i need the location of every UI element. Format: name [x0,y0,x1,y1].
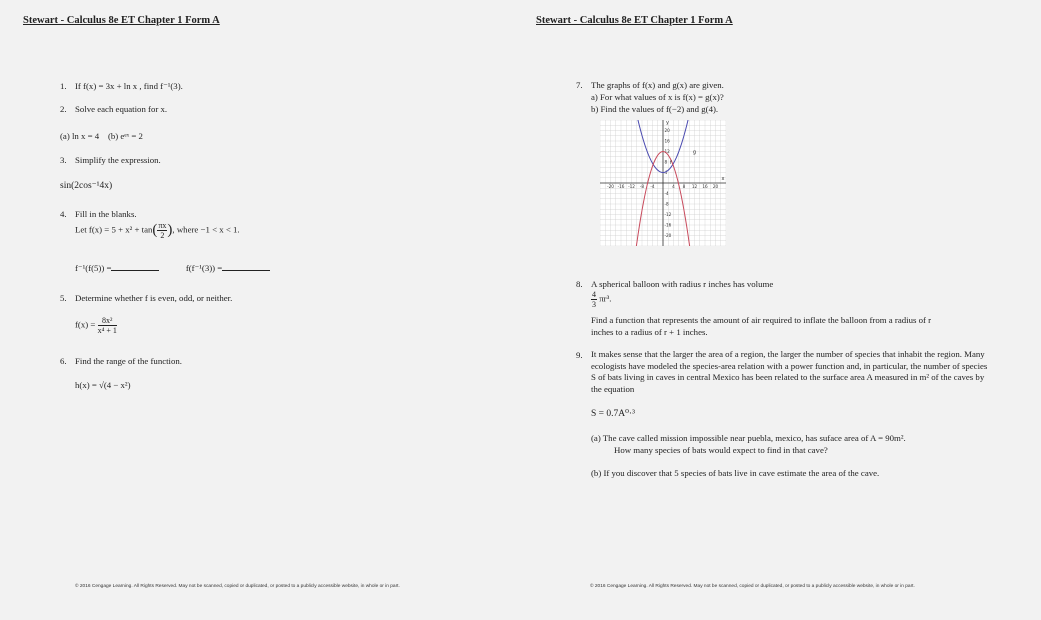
g-label: g [692,149,697,156]
x-tick-label: 12 [691,184,698,189]
f-label: f [669,160,672,166]
question-9 [576,349,591,361]
question-7 [576,79,724,91]
q4-where: , where −1 < x < 1. [172,224,240,235]
q5-fraction [98,316,117,335]
question-text: Fill in the blanks. [75,209,137,219]
x-tick-label: -4 [650,184,655,189]
y-tick-label: 12 [664,149,670,154]
question-text: If f(x) = 3x + ln x , find f⁻¹(3). [75,81,183,91]
question-3 [60,154,161,166]
question-4 [60,208,137,220]
question-text: The graphs of f(x) and g(x) are given. [591,80,724,90]
question-5 [60,292,232,304]
q2-parts [60,131,143,141]
q8-line-4: inches to a radius of r + 1 inches. [591,327,708,337]
question-number: 4. [60,209,67,219]
x-tick-label: -16 [617,184,625,189]
right-page [526,0,1026,620]
question-number: 9. [576,350,583,360]
x-tick-label: 8 [682,184,686,189]
q8-line-3: Find a function that represents the amount of air required to inflate the balloon from a radius of r [591,315,932,325]
q9-paragraph: It makes sense that the larger the area of a region, the larger the number of species that inhabit the region. Many ecologists have modeled the species-area relation with a power function and, in particular, the number of species S of bats living in caves in central Mexico has been related to the surface area A measured in m² of the caves by the equation [591,349,988,394]
answer-blank[interactable] [222,262,270,271]
page-header: Stewart - Calculus 8e ET Chapter 1 Form A [536,15,733,26]
q9-part-a: (a) The cave called mission impossible near puebla, mexico, has suface area of A = 90m². [591,433,906,443]
page-footer: © 2016 Cengage Learning. All Rights Reserved. May not be scanned, copied or duplicated, or posted to a publicly accessible website, in whole or in part. [590,584,915,589]
fraction-numerator: 8x² [98,316,117,326]
blank-2-label: f(f⁻¹(3)) = [185,263,223,273]
page-header: Stewart - Calculus 8e ET Chapter 1 Form A [23,15,220,26]
x-axis-label: x [721,176,725,182]
y-tick-label: 4 [664,170,668,175]
y-tick-label: 8 [664,159,668,165]
q2-part-b: (b) eᵉˣ = 2 [107,131,143,141]
question-text: Solve each equation for x. [75,104,168,114]
q9-equation: S = 0.7A⁰·³ [591,409,635,419]
question-text: A spherical balloon with radius r inches has volume [591,279,774,289]
x-tick-label: 20 [712,184,719,189]
blank-1-label: f⁻¹(f(5)) = [75,263,112,273]
q4-fraction [157,221,167,240]
q4-definition: Let f(x) = 5 + x² + tan( $\frac{\pi x}{2}$ ), where −1 < x < 1. [75,221,240,240]
q3-expression: sin(2cos⁻¹4x) [60,181,113,191]
fraction-numerator: 4 [592,290,596,299]
fraction-numerator: πx [158,221,167,230]
x-tick-label: -20 [607,184,614,189]
question-8 [576,278,773,290]
y-tick-label: -8 [664,201,669,207]
question-text: Simplify the expression. [75,155,161,165]
q5-function [75,316,117,335]
left-page [10,0,510,620]
fraction-denominator: 2 [160,231,165,240]
q6-function: h(x) = √(4 − x²) [75,380,131,390]
question-number: 8. [576,279,583,289]
q4-blanks [75,262,270,274]
question-1 [60,80,183,92]
x-tick-label: -8 [639,184,645,189]
question-number: 3. [60,155,67,165]
q2-part-a: (a) ln x = 4 [60,131,100,141]
y-axis-label: y [666,120,669,126]
question-text: Find the range of the function. [75,356,183,366]
q7-part-b: b) Find the values of f(−2) and g(4). [591,104,719,114]
y-tick-label: -4 [664,191,669,196]
y-tick-label: -20 [664,233,672,238]
y-tick-label: 20 [664,128,670,133]
y-tick-label: 16 [664,138,670,144]
question-number: 7. [576,80,583,90]
x-tick-label: -12 [628,184,635,189]
q8-volume [591,290,611,309]
q8-fraction [591,290,597,309]
question-number: 1. [60,81,67,91]
page-footer: © 2016 Cengage Learning. All Rights Reserved. May not be scanned, copied or duplicated, or posted to a publicly accessible website, in whole or in part. [75,584,400,589]
q8-volume-expr: πr³. [599,293,612,304]
x-tick-label: 16 [702,184,708,189]
q7-part-a: a) For what values of x is f(x) = g(x)? [591,92,724,102]
x-tick-label: 4 [672,184,675,189]
function-graph [600,120,726,246]
answer-blank[interactable] [111,262,159,271]
question-number: 6. [60,356,67,366]
question-number: 2. [60,104,67,114]
question-2 [60,103,167,115]
fraction-denominator: 3 [592,300,596,309]
question-text: Determine whether f is even, odd, or neither. [75,293,233,303]
question-number: 5. [60,293,67,303]
q4-let: Let f(x) = 5 + x² + tan [75,224,153,235]
y-tick-label: -16 [664,222,672,228]
q5-fx: f(x) = [75,319,96,330]
fraction-denominator: x⁴ + 1 [97,326,117,335]
question-6 [60,355,182,367]
q9-part-b: (b) If you discover that 5 species of bats live in cave estimate the area of the cave. [591,468,880,478]
y-tick-label: -12 [664,212,672,217]
q9-part-a-question: How many species of bats would expect to find in that cave? [614,445,828,455]
